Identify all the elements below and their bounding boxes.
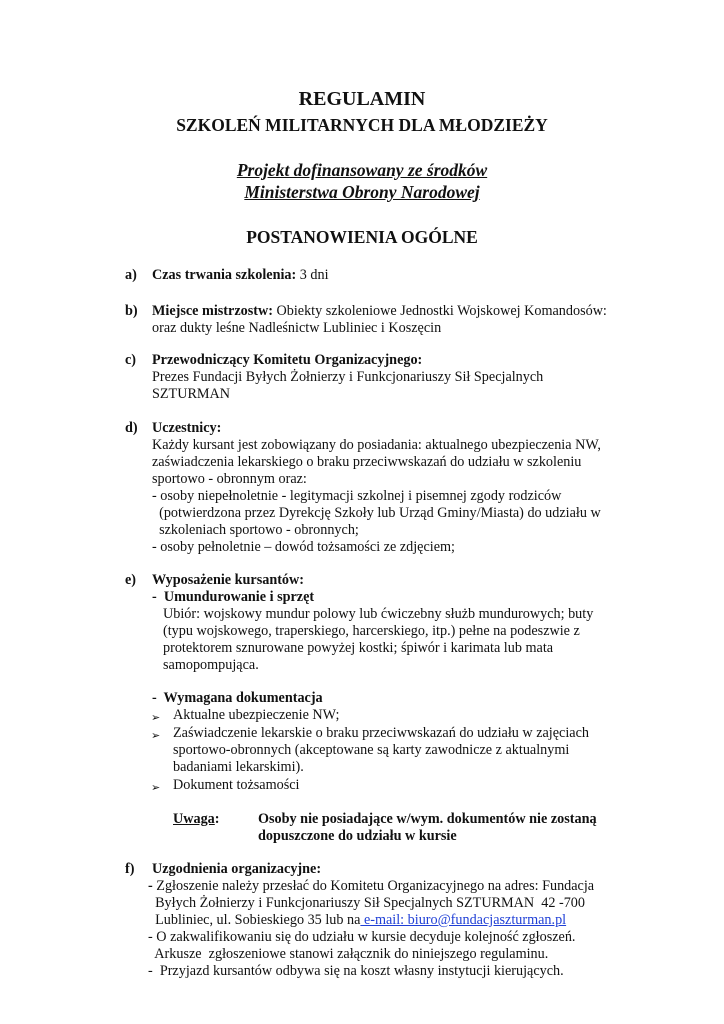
equipment-line: protektorem sznurowane powyżej kostki; śpiwór i karimata lub mata <box>163 640 554 656</box>
item-f-line: Arkusze zgłoszeniowe stanowi załącznik do niniejszego regulaminu. <box>148 946 549 962</box>
item-b <box>152 303 607 320</box>
funding-line-2: Ministerstwa Obrony Narodowej <box>244 182 480 202</box>
item-c-line: SZTURMAN <box>152 386 231 402</box>
documentation-item-cont: sportowo-obronnych (akceptowane są karty zawodnicze z aktualnymi <box>173 742 570 758</box>
item-f-line: Lubliniec, ul. Sobieskiego 35 lub na e-mail: biuro@fundacjaszturman.pl <box>148 912 567 928</box>
equipment-line: (typu wojskowego, traperskiego, harcerskiego, itp.) pełne na podeszwie z <box>163 623 580 639</box>
documentation-item: Zaświadczenie lekarskie o braku przeciwwskazań do udziału w zajęciach <box>173 725 589 741</box>
item-d-line: szkoleniach sportowo - obronnych; <box>152 522 359 538</box>
item-d-line: - osoby pełnoletnie – dowód tożsamości ze zdjęciem; <box>152 539 455 555</box>
item-d-line: zaświadczenia lekarskiego o braku przeciwwskazań do udziału w szkoleniu <box>152 454 582 470</box>
item-d-line: sportowo - obronnym oraz: <box>152 471 307 487</box>
item-f-line: - Zgłoszenie należy przesłać do Komitetu Organizacyjnego na adres: Fundacja <box>148 878 595 894</box>
equipment-subheading: - Umundurowanie i sprzęt <box>152 589 315 605</box>
item-a <box>152 267 329 284</box>
documentation-item-cont: badaniami lekarskimi). <box>173 759 304 775</box>
item-e-marker: e) <box>125 572 137 588</box>
funding-line-1: Projekt dofinansowany ze środków <box>236 160 488 180</box>
item-a-value: 3 dni <box>296 267 329 283</box>
note-text-2: dopuszczone do udziału w kursie <box>258 828 457 844</box>
item-f-label: Uzgodnienia organizacyjne: <box>152 861 322 877</box>
arrow-bullet-icon: ➢ <box>151 781 161 794</box>
item-c-marker: c) <box>125 352 137 368</box>
email-link[interactable]: e-mail: biuro@fundacjaszturman.pl <box>360 912 567 928</box>
documentation-item: Aktualne ubezpieczenie NW; <box>173 707 340 723</box>
section-title: POSTANOWIENIA OGÓLNE <box>246 227 478 247</box>
item-d-marker: d) <box>125 420 138 436</box>
arrow-bullet-icon: ➢ <box>151 729 161 742</box>
item-b-value-1: Obiekty szkoleniowe Jednostki Wojskowej Komandosów: <box>272 303 607 319</box>
item-b-value-2: oraz dukty leśne Nadleśnictw Lubliniec i Koszęcin <box>152 320 442 336</box>
document-subtitle: SZKOLEŃ MILITARNYCH DLA MŁODZIEŻY <box>176 115 548 135</box>
item-f-line: - O zakwalifikowaniu się do udziału w kursie decyduje kolejność zgłoszeń. <box>148 929 576 945</box>
equipment-line: samopompująca. <box>163 657 259 673</box>
item-b-label: Miejsce mistrzostw: <box>152 303 273 319</box>
item-a-label: Czas trwania szkolenia: <box>152 267 297 283</box>
note-label: Uwaga: <box>173 811 220 827</box>
equipment-line: Ubiór: wojskowy mundur polowy lub ćwiczebny służb mundurowych; buty <box>163 606 594 622</box>
item-d-label: Uczestnicy: <box>152 420 222 436</box>
item-f-line: - Przyjazd kursantów odbywa się na koszt własny instytucji kierujących. <box>148 963 564 979</box>
documentation-subheading: - Wymagana dokumentacja <box>152 690 323 706</box>
item-f-line: Byłych Żołnierzy i Funkcjonariuszy Sił Specjalnych SZTURMAN 42 -700 <box>148 895 585 911</box>
documentation-item: Dokument tożsamości <box>173 777 300 793</box>
item-e-label: Wyposażenie kursantów: <box>152 572 304 588</box>
item-c-line: Prezes Fundacji Byłych Żołnierzy i Funkcjonariuszy Sił Specjalnych <box>152 369 544 385</box>
note-text-1: Osoby nie posiadające w/wym. dokumentów nie zostaną <box>258 811 597 827</box>
item-d-line: - osoby niepełnoletnie - legitymacji szkolnej i pisemnej zgody rodziców <box>152 488 562 504</box>
arrow-bullet-icon: ➢ <box>151 711 161 724</box>
item-b-marker: b) <box>125 303 138 319</box>
item-c-label: Przewodniczący Komitetu Organizacyjnego: <box>152 352 423 368</box>
document-title: REGULAMIN <box>298 88 426 110</box>
item-f-marker: f) <box>125 861 135 877</box>
item-a-marker: a) <box>125 267 137 283</box>
item-d-line: (potwierdzona przez Dyrekcję Szkoły lub Urząd Gminy/Miasta) do udziału w <box>152 505 601 521</box>
item-d-line: Każdy kursant jest zobowiązany do posiadania: aktualnego ubezpieczenia NW, <box>152 437 601 453</box>
